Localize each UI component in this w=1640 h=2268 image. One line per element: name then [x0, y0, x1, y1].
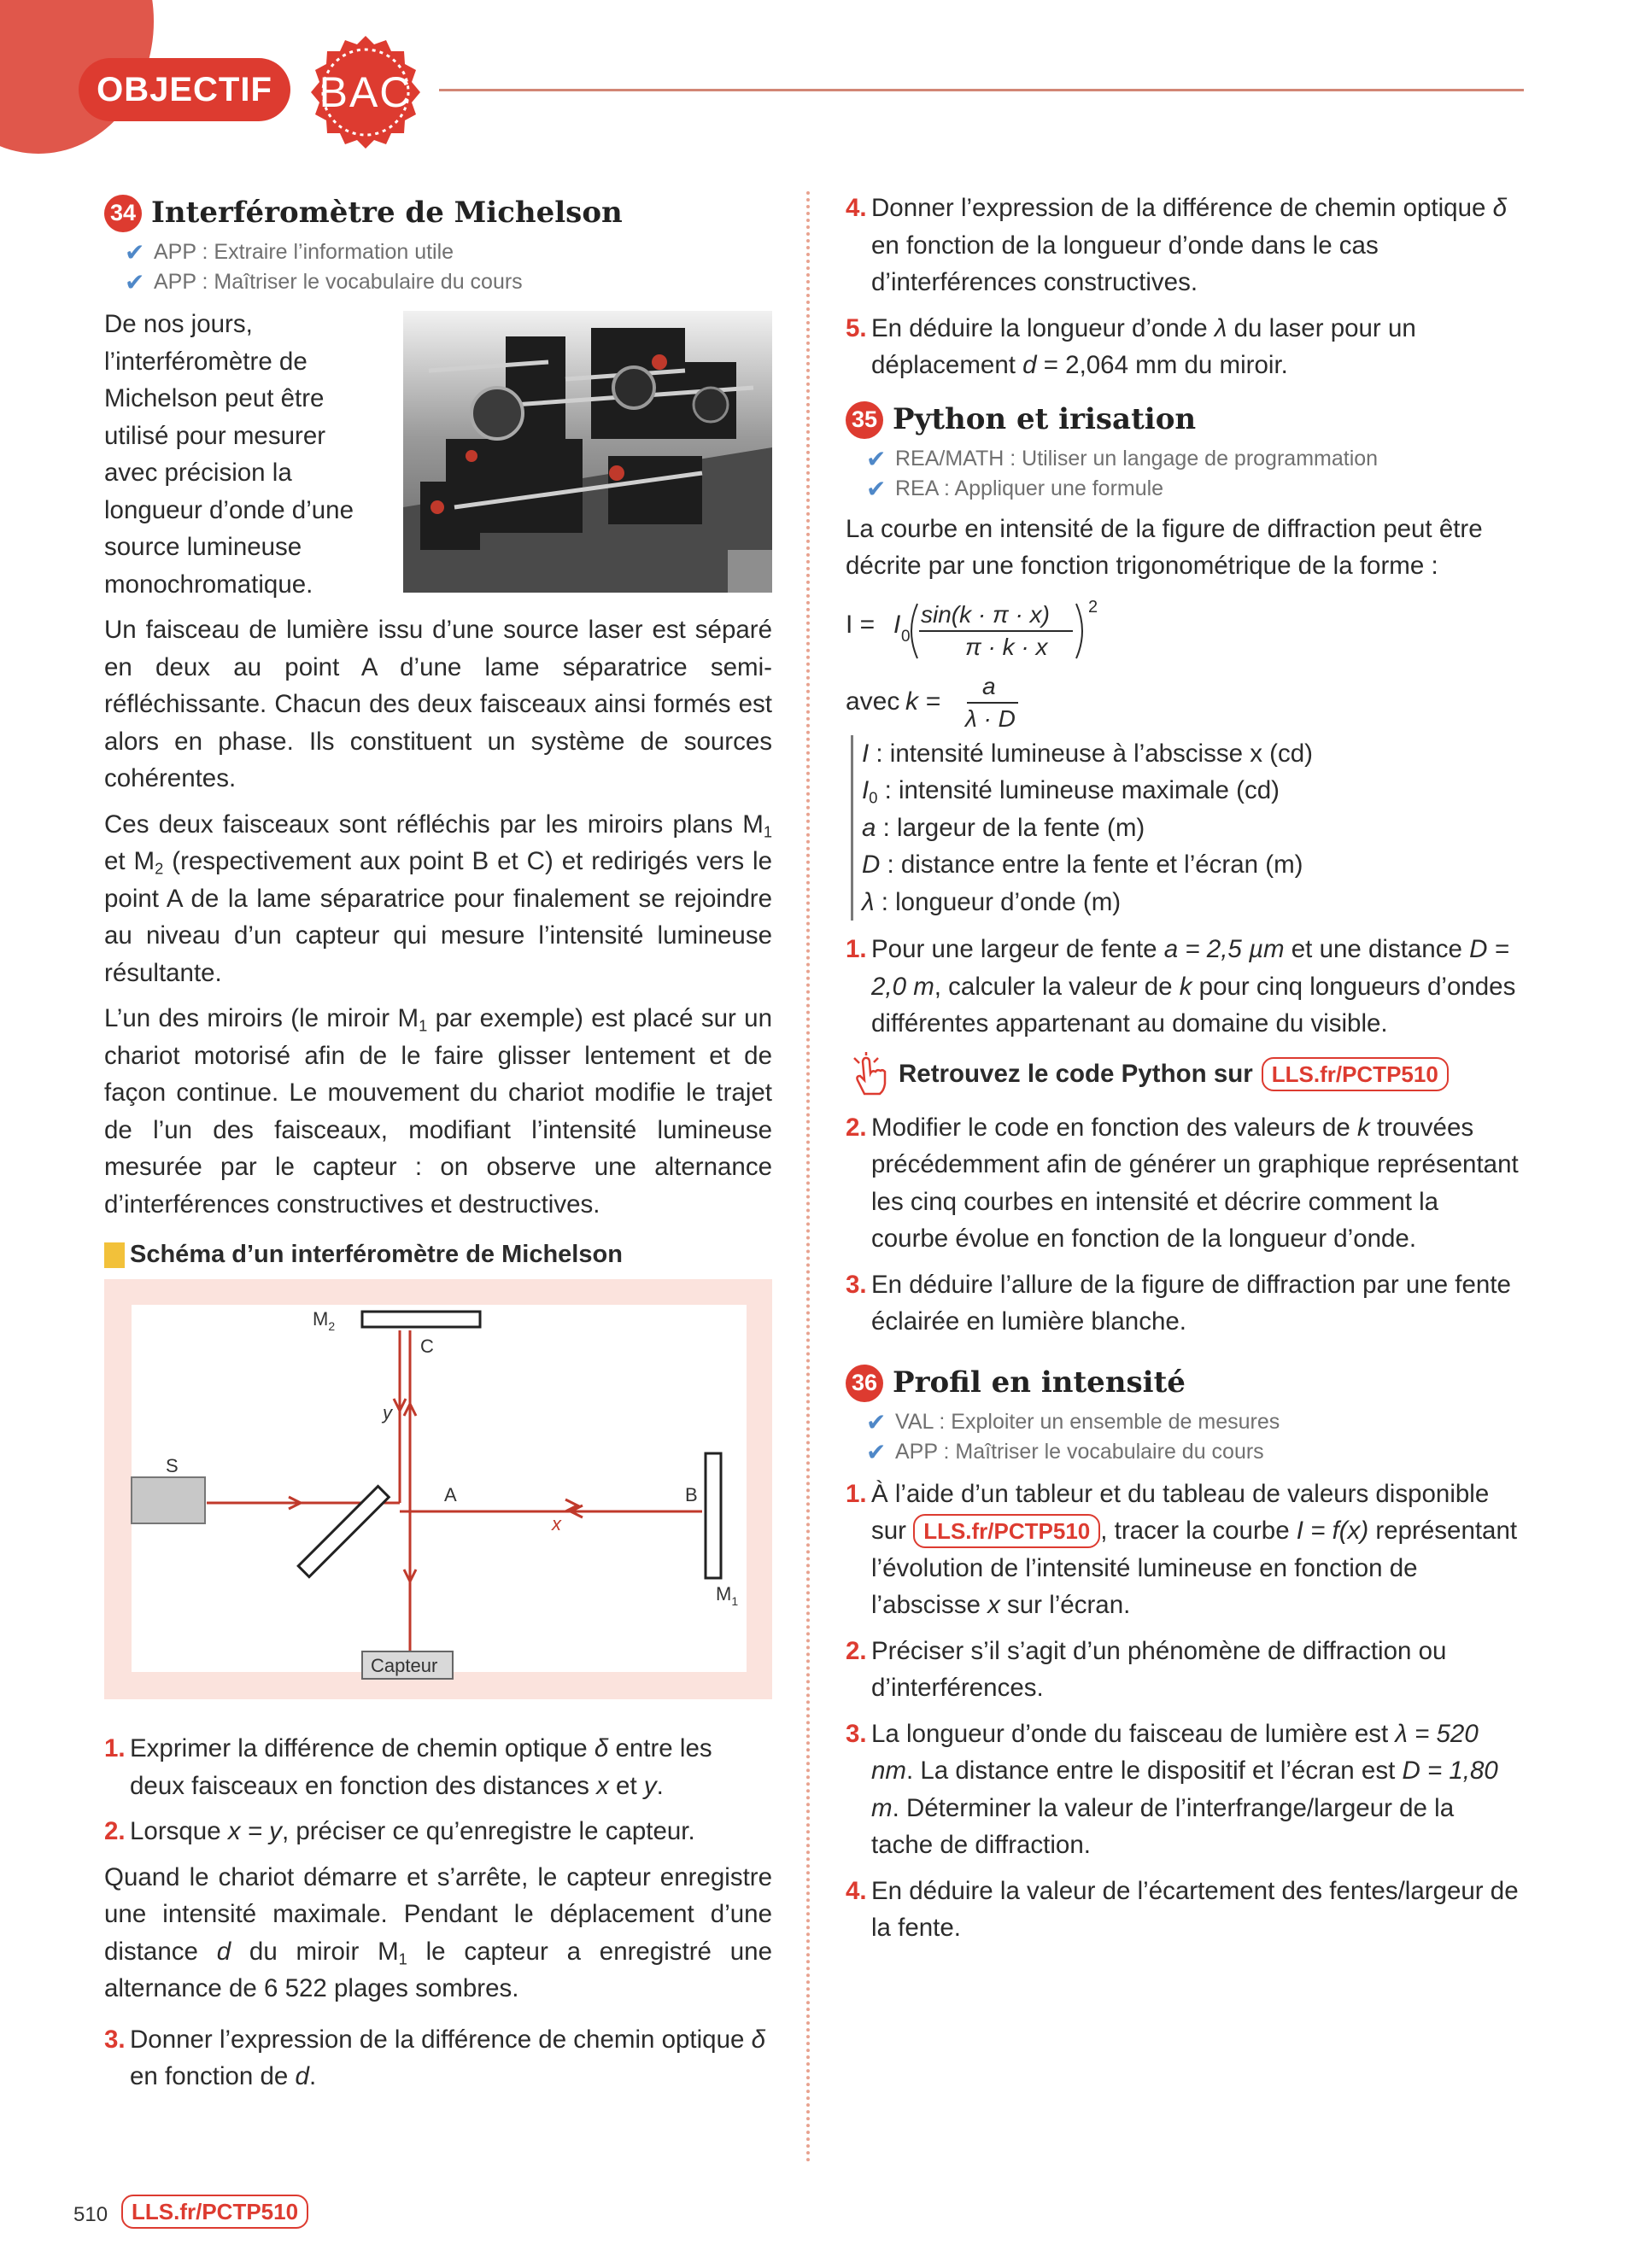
svg-text:λ · D: λ · D — [965, 704, 1016, 732]
question-item: 1. À l’aide d’un tableur et du tableau de valeurs disponible sur LLS.fr/PCTP510 , tracer la courbe I = f(x) représentant l’évolution de l’intensité lumineuse en fonction de l’abscisse x sur l’écran. — [846, 1479, 1518, 1619]
question-item: 2. Modifier le code en fonction des valeurs de k trouvées précédemment afin de générer un graphique représentant les cinq courbes en intensité et décrire comment la courbe évolue en fonction de la longueur d’onde. — [846, 1113, 1519, 1253]
exercise-title: Profil en intensité — [893, 1365, 1186, 1400]
skill-item: ✔ REA/MATH : Utiliser un langage de programmation — [866, 445, 1379, 472]
page-number: 510 — [73, 2203, 108, 2226]
source-box — [132, 1477, 205, 1523]
left-column — [104, 190, 772, 2104]
skill-item: ✔ APP : Extraire l’information utile — [125, 239, 454, 266]
exercise-title: Interféromètre de Michelson — [151, 196, 623, 231]
svg-text:π · k · x: π · k · x — [965, 633, 1048, 660]
intro-paragraph: De nos jours, l’interféromètre de Michelson peut être utilisé pour mesurer avec précision la longueur d’onde d’une source lumineuse monochromatique. — [104, 310, 354, 599]
bac-label: BAC — [319, 68, 413, 116]
svg-text:avec: avec — [846, 687, 900, 716]
variable-item: $I_0$ : intensité lumineuse maximale (cd) — [862, 776, 1280, 807]
label-x: x — [552, 1513, 561, 1534]
svg-text:sin(k · π · x): sin(k · π · x) — [921, 600, 1050, 628]
column-divider — [806, 191, 810, 2164]
exercise-35-header — [846, 396, 1520, 444]
header-rule — [439, 89, 1524, 91]
question-item: 1. Exprimer la différence de chemin optique δ entre les deux faisceaux en fonction des distances x et y. — [104, 1734, 712, 1800]
objectif-badge: OBJECTIF — [79, 58, 290, 121]
question-item: 2. Préciser s’il s’agit d’un phénomène de diffraction ou d’interférences. — [846, 1636, 1447, 1702]
footer-link-wrapper — [121, 2195, 308, 2229]
check-icon: ✔ — [866, 475, 887, 502]
svg-text:k =: k = — [905, 687, 940, 716]
lls-link[interactable]: LLS.fr/PCTP510 — [1262, 1057, 1449, 1091]
label-y: y — [383, 1402, 392, 1423]
question-item: 2. Lorsque x = y, préciser ce qu’enregistre le capteur. — [104, 1817, 695, 1845]
skill-item: ✔ VAL : Exploiter un ensemble de mesures — [866, 1408, 1280, 1435]
paragraph: Quand le chariot démarre et s’arrête, le capteur enregistre une intensité maximale. Pendant le déplacement d’une distance d du miroir $M_1$ le capteur a enregistré une alternance de 6 522 plages sombres. — [104, 1862, 772, 2002]
exercise-34-header — [104, 190, 772, 237]
label-b: B — [685, 1484, 698, 1505]
right-column — [846, 190, 1520, 1955]
square-icon — [104, 1242, 125, 1268]
footer-lls-link[interactable]: LLS.fr/PCTP510 — [121, 2195, 308, 2229]
label-c: C — [420, 1336, 434, 1357]
skill-item: ✔ APP : Maîtriser le vocabulaire du cours — [866, 1438, 1264, 1465]
formula-graphic — [846, 593, 1520, 675]
k-formula-graphic — [846, 675, 1520, 735]
skill-item: ✔ APP : Maîtriser le vocabulaire du cours — [125, 269, 523, 295]
exercise-36-header — [846, 1359, 1520, 1407]
question-item: 5. En déduire la longueur d’onde λ du laser pour un déplacement d = 2,064 mm du miroir. — [846, 313, 1416, 379]
question-item: 1. Pour une largeur de fente a = 2,5 µm et une distance D = 2,0 m, calculer la valeur de k pour cinq longueurs d’ondes différentes appartenant au domaine du visible. — [846, 935, 1516, 1038]
skill-item: ✔ REA : Appliquer une formule — [866, 475, 1164, 502]
mirror-m2 — [362, 1312, 480, 1327]
exercise-number: 34 — [104, 195, 142, 232]
paragraph: Ces deux faisceaux sont réfléchis par les miroirs plans $M_1$ et $M_2$ (respectivement aux point B et C) et redirigés vers le point A de la lame séparatrice pour finalement se rejoindre au niveau d’un capteur qui mesure l’intensité lumineuse résultante. — [104, 810, 772, 987]
paragraph: Un faisceau de lumière issu d’une source laser est séparé en deux au point A d’une lame séparatrice semi-réfléchissante. Chacun des deux faisceaux ainsi formés est alors en phase. Ils constituent un système de sources cohérentes. — [104, 616, 772, 792]
variable-item: D : distance entre la fente et l’écran (m) — [862, 850, 1303, 879]
variable-item: I : intensité lumineuse à l’abscisse x (cd) — [862, 739, 1313, 768]
paragraph: La courbe en intensité de la figure de diffraction peut être décrite par une fonction trigonométrique de la forme : — [846, 514, 1483, 580]
schema-diagram — [104, 1279, 772, 1699]
check-icon: ✔ — [125, 239, 145, 266]
bac-seal — [308, 34, 424, 150]
check-icon: ✔ — [866, 445, 887, 472]
variable-list — [851, 735, 1520, 921]
variable-item: a : largeur de la fente (m) — [862, 813, 1145, 842]
hand-pointer-icon — [846, 1051, 895, 1097]
label-capteur: Capteur — [371, 1655, 438, 1676]
check-icon: ✔ — [866, 1408, 887, 1435]
svg-text:a: a — [982, 675, 996, 699]
question-item: 3. En déduire l’allure de la figure de diffraction par une fente éclairée en lumière blanche. — [846, 1270, 1511, 1336]
schema-title: Schéma d’un interféromètre de Michelson — [104, 1238, 772, 1272]
exercise-number: 35 — [846, 401, 883, 439]
label-m1: $M_1$ — [716, 1583, 739, 1608]
label-a: A — [444, 1484, 457, 1505]
paragraph: L’un des miroirs (le miroir $M_1$ par exemple) est placé sur un chariot motorisé afin de le faire glisser lentement et de façon continue. Le mouvement du chariot modifie le trajet de l’un des faisceaux, modifiant l’intensité lumineuse mesurée par le capteur : on observe une alternance d’interférences constructives et destructives. — [104, 1004, 772, 1219]
variable-item: λ : longueur d’onde (m) — [862, 887, 1122, 916]
question-item: 3. La longueur d’onde du faisceau de lumière est λ = 520 nm. La distance entre le dispositif et l’écran est D = 1,80 m. Déterminer la valeur de l’interfrange/largeur de la tache de diffraction. — [846, 1719, 1498, 1859]
label-m2: $M_2$ — [313, 1308, 336, 1333]
label-s: S — [166, 1455, 179, 1476]
michelson-schema — [104, 1279, 772, 1699]
exercise-number: 36 — [846, 1365, 883, 1402]
check-icon: ✔ — [866, 1438, 887, 1465]
svg-text:2: 2 — [1088, 597, 1098, 617]
python-code-link: Retrouvez le code Python sur LLS.fr/PCTP510 — [846, 1051, 1520, 1097]
lls-link[interactable]: LLS.fr/PCTP510 — [913, 1514, 1100, 1548]
michelson-photo — [403, 311, 772, 593]
svg-text:I: I — [893, 610, 901, 639]
question-item: 4. Donner l’expression de la différence de chemin optique δ en fonction de la longueur d’onde dans le cas d’interférences constructives. — [846, 194, 1507, 296]
question-item: 4. En déduire la valeur de l’écartement des fentes/largeur de la fente. — [846, 1876, 1519, 1942]
check-icon: ✔ — [125, 269, 145, 295]
k-formula — [846, 675, 1520, 735]
exercise-title: Python et irisation — [893, 401, 1197, 436]
svg-text:0: 0 — [901, 627, 911, 646]
mirror-m1 — [706, 1453, 721, 1578]
question-item: 3. Donner l’expression de la différence de chemin optique δ en fonction de d. — [104, 2025, 765, 2090]
intensity-formula — [846, 593, 1520, 675]
svg-text:I =: I = — [846, 610, 876, 639]
